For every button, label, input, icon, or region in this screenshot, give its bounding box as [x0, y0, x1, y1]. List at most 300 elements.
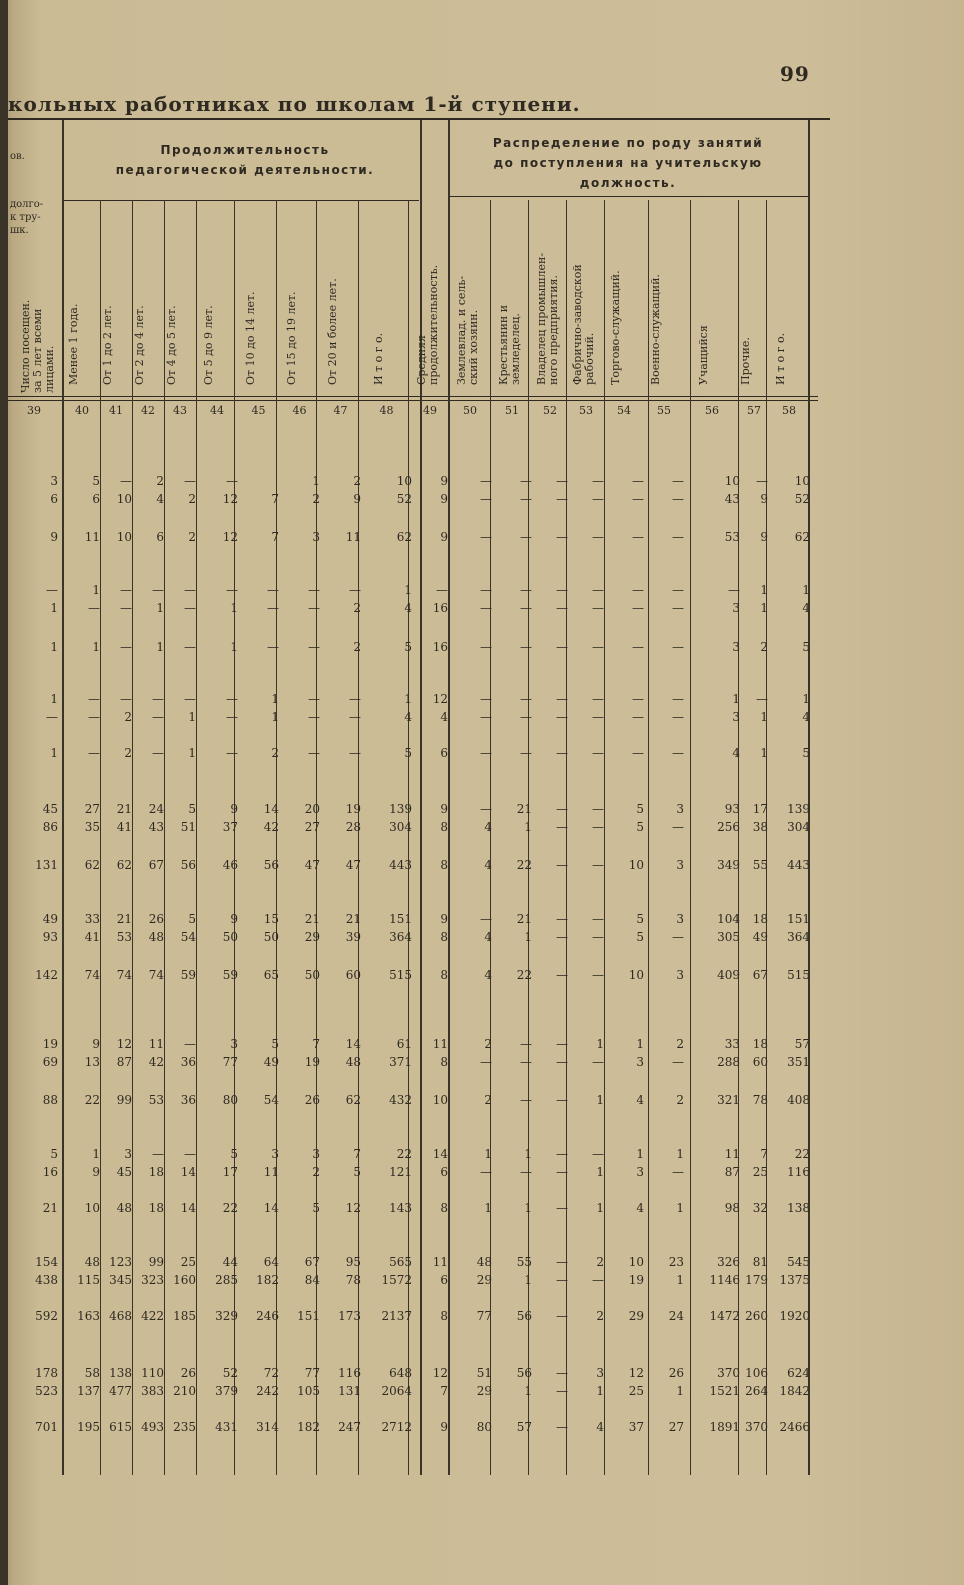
table-cell: 80: [222, 1093, 238, 1107]
table-cell: 4: [636, 1201, 644, 1215]
table-cell: —: [480, 492, 492, 506]
table-cell: 2: [188, 492, 196, 506]
table-cell: 151: [389, 912, 412, 926]
table-cell: —: [592, 1147, 604, 1161]
table-cell: —: [520, 710, 532, 724]
table-cell: 9: [230, 802, 238, 816]
table-cell: —: [556, 820, 568, 834]
table-cell: 4: [156, 492, 164, 506]
table-cell: 9: [440, 474, 448, 488]
table-cell: 67: [304, 1255, 320, 1269]
table-cell: 323: [141, 1273, 164, 1287]
table-cell: 60: [752, 1055, 768, 1069]
table-cell: 56: [263, 858, 279, 872]
table-cell: 182: [297, 1420, 320, 1434]
table-cell: 15: [263, 912, 279, 926]
table-cell: 304: [389, 820, 412, 834]
table-cell: —: [592, 530, 604, 544]
table-cell: 443: [389, 858, 412, 872]
table-cell: —: [480, 802, 492, 816]
table-cell: 37: [628, 1420, 644, 1434]
table-cell: 285: [215, 1273, 238, 1287]
table-cell: 264: [745, 1384, 768, 1398]
table-cell: —: [632, 530, 644, 544]
table-cell: —: [556, 746, 568, 760]
table-cell: 41: [84, 930, 100, 944]
table-cell: 1: [312, 474, 320, 488]
table-cell: 422: [141, 1309, 164, 1323]
table-cell: 6: [440, 1273, 448, 1287]
column-number: 54: [617, 404, 631, 417]
table-cell: 432: [389, 1093, 412, 1107]
table-cell: —: [556, 968, 568, 982]
table-cell: 3: [676, 912, 684, 926]
table-cell: 4: [440, 710, 448, 724]
table-cell: —: [672, 601, 684, 615]
table-cell: —: [520, 692, 532, 706]
table-cell: —: [592, 930, 604, 944]
table-cell: 7: [312, 1037, 320, 1051]
table-cell: 50: [222, 930, 238, 944]
table-cell: 9: [230, 912, 238, 926]
table-cell: —: [556, 710, 568, 724]
table-cell: 173: [338, 1309, 361, 1323]
column-header: От 4 до 5 лет.: [165, 305, 178, 385]
table-cell: 523: [35, 1384, 58, 1398]
table-cell: —: [556, 802, 568, 816]
table-cell: 51: [180, 820, 196, 834]
table-cell: 61: [396, 1037, 412, 1051]
table-cell: 408: [787, 1093, 810, 1107]
table-cell: 99: [148, 1255, 164, 1269]
table-cell: —: [267, 640, 279, 654]
table-cell: —: [556, 1165, 568, 1179]
table-cell: 4: [484, 858, 492, 872]
table-cell: 10: [628, 1255, 644, 1269]
table-cell: 5: [230, 1147, 238, 1161]
table-cell: —: [152, 692, 164, 706]
table-cell: —: [672, 746, 684, 760]
table-cell: 116: [787, 1165, 810, 1179]
table-cell: 468: [109, 1309, 132, 1323]
table-cell: —: [592, 746, 604, 760]
table-cell: 154: [35, 1255, 58, 1269]
table-cell: 2: [676, 1037, 684, 1051]
table-cell: 53: [724, 530, 740, 544]
table-cell: 56: [516, 1366, 532, 1380]
table-cell: 29: [476, 1384, 492, 1398]
table-cell: —: [267, 601, 279, 615]
table-cell: —: [520, 601, 532, 615]
table-cell: 1572: [381, 1273, 412, 1287]
table-cell: 11: [432, 1037, 448, 1051]
table-cell: 2: [124, 710, 132, 724]
table-cell: 3: [732, 601, 740, 615]
table-cell: 12: [628, 1366, 644, 1380]
table-cell: —: [226, 583, 238, 597]
table-cell: 14: [180, 1201, 196, 1215]
table-cell: 179: [745, 1273, 768, 1287]
table-cell: 93: [42, 930, 58, 944]
table-cell: 47: [304, 858, 320, 872]
column-header: Средняя продолжительность.: [415, 264, 440, 385]
table-cell: 4: [404, 601, 412, 615]
table-cell: 4: [732, 746, 740, 760]
table-cell: —: [520, 474, 532, 488]
table-cell: 11: [84, 530, 100, 544]
table-cell: 74: [84, 968, 100, 982]
table-cell: 3: [312, 530, 320, 544]
column-number: 40: [75, 404, 89, 417]
table-cell: 93: [724, 802, 740, 816]
table-cell: 21: [516, 802, 532, 816]
table-cell: 5: [636, 912, 644, 926]
table-cell: 16: [432, 601, 448, 615]
table-cell: —: [556, 1093, 568, 1107]
table-cell: 321: [717, 1093, 740, 1107]
table-cell: 18: [752, 1037, 768, 1051]
table-cell: 349: [717, 858, 740, 872]
table-cell: 95: [345, 1255, 361, 1269]
table-cell: 383: [141, 1384, 164, 1398]
table-cell: 45: [42, 802, 58, 816]
table-cell: 19: [345, 802, 361, 816]
table-cell: 86: [42, 820, 58, 834]
table-cell: —: [120, 601, 132, 615]
table-cell: 62: [794, 530, 810, 544]
table-cell: 27: [304, 820, 320, 834]
table-cell: 477: [109, 1384, 132, 1398]
table-cell: —: [480, 746, 492, 760]
table-cell: 131: [35, 858, 58, 872]
table-cell: 3: [271, 1147, 279, 1161]
table-cell: —: [308, 583, 320, 597]
table-cell: 36: [180, 1093, 196, 1107]
table-cell: 1: [760, 583, 768, 597]
table-cell: —: [480, 710, 492, 724]
table-cell: 1: [596, 1384, 604, 1398]
table-cell: 163: [77, 1309, 100, 1323]
table-cell: —: [556, 912, 568, 926]
column-header: От 20 и более лет.: [325, 278, 339, 385]
table-cell: —: [556, 601, 568, 615]
table-cell: 2137: [381, 1309, 412, 1323]
table-cell: 5: [636, 802, 644, 816]
table-cell: 5: [802, 640, 810, 654]
column-number: 58: [782, 404, 796, 417]
table-cell: —: [520, 530, 532, 544]
table-cell: 105: [297, 1384, 320, 1398]
table-cell: 5: [312, 1201, 320, 1215]
table-cell: 379: [215, 1384, 238, 1398]
left-stub-top: ов.: [10, 151, 25, 162]
table-cell: 33: [724, 1037, 740, 1051]
table-cell: 77: [304, 1366, 320, 1380]
table-cell: 151: [787, 912, 810, 926]
table-cell: —: [308, 640, 320, 654]
table-cell: 247: [338, 1420, 361, 1434]
table-cell: 648: [389, 1366, 412, 1380]
table-cell: 9: [92, 1037, 100, 1051]
table-cell: 25: [628, 1384, 644, 1398]
table-cell: —: [592, 1273, 604, 1287]
table-cell: 178: [35, 1366, 58, 1380]
table-cell: 49: [263, 1055, 279, 1069]
table-cell: 22: [516, 858, 532, 872]
table-cell: 29: [476, 1273, 492, 1287]
table-cell: 56: [180, 858, 196, 872]
table-cell: 49: [752, 930, 768, 944]
table-cell: —: [556, 858, 568, 872]
table-cell: 21: [116, 802, 132, 816]
table-cell: 565: [389, 1255, 412, 1269]
table-cell: 2: [312, 492, 320, 506]
table-cell: 139: [787, 802, 810, 816]
table-cell: 32: [752, 1201, 768, 1215]
column-number: 46: [292, 404, 307, 417]
distribution-group-rule: [448, 196, 808, 197]
table-cell: —: [632, 692, 644, 706]
table-cell: 74: [148, 968, 164, 982]
table-cell: 5: [404, 640, 412, 654]
table-cell: 16: [432, 640, 448, 654]
table-cell: —: [556, 692, 568, 706]
table-cell: 12: [345, 1201, 361, 1215]
table-cell: —: [308, 692, 320, 706]
table-cell: 371: [389, 1055, 412, 1069]
table-cell: —: [592, 968, 604, 982]
table-cell: 5: [636, 930, 644, 944]
table-cell: —: [480, 530, 492, 544]
table-cell: 16: [42, 1165, 58, 1179]
column-rule: [62, 120, 64, 1475]
table-cell: 10: [84, 1201, 100, 1215]
table-cell: 1: [271, 710, 279, 724]
table-cell: 329: [215, 1309, 238, 1323]
column-header: Фабрично-заводской рабочий.: [571, 264, 596, 385]
table-cell: 3: [676, 802, 684, 816]
table-cell: —: [556, 492, 568, 506]
column-header: Число посещен. за 5 лет всеми лицами.: [19, 299, 56, 393]
table-cell: 11: [345, 530, 361, 544]
table-cell: —: [592, 474, 604, 488]
table-cell: 48: [116, 1201, 132, 1215]
page-number: 99: [780, 62, 810, 86]
table-cell: —: [520, 1165, 532, 1179]
table-cell: —: [592, 820, 604, 834]
table-cell: 77: [222, 1055, 238, 1069]
table-cell: 160: [173, 1273, 196, 1287]
table-cell: 1: [802, 583, 810, 597]
table-cell: —: [556, 1055, 568, 1069]
table-cell: 185: [173, 1309, 196, 1323]
table-cell: 21: [345, 912, 361, 926]
table-cell: 57: [794, 1037, 810, 1051]
table-cell: 62: [84, 858, 100, 872]
table-cell: 19: [628, 1273, 644, 1287]
table-cell: 65: [263, 968, 279, 982]
table-cell: 210: [173, 1384, 196, 1398]
table-cell: 1: [636, 1037, 644, 1051]
table-cell: —: [184, 1147, 196, 1161]
table-cell: —: [520, 640, 532, 654]
table-cell: 2: [353, 640, 361, 654]
table-cell: 19: [304, 1055, 320, 1069]
table-cell: 1: [676, 1147, 684, 1161]
table-cell: 17: [222, 1165, 238, 1179]
table-cell: 33: [84, 912, 100, 926]
column-header: Крестьянин и земледелец.: [497, 304, 522, 385]
table-cell: —: [308, 601, 320, 615]
table-cell: 64: [263, 1255, 279, 1269]
table-cell: 1: [732, 692, 740, 706]
table-cell: 2: [760, 640, 768, 654]
table-cell: —: [520, 492, 532, 506]
table-cell: 1: [50, 601, 58, 615]
table-cell: —: [120, 474, 132, 488]
table-cell: 1: [271, 692, 279, 706]
table-cell: 74: [116, 968, 132, 982]
table-cell: 48: [345, 1055, 361, 1069]
table-cell: 4: [636, 1093, 644, 1107]
table-cell: 545: [787, 1255, 810, 1269]
table-cell: 37: [222, 820, 238, 834]
table-cell: 1: [676, 1273, 684, 1287]
table-cell: 142: [35, 968, 58, 982]
table-cell: 1: [676, 1201, 684, 1215]
title-rule: [8, 118, 830, 120]
table-cell: 1472: [709, 1309, 740, 1323]
table-cell: —: [88, 746, 100, 760]
table-cell: 246: [256, 1309, 279, 1323]
column-number: 57: [747, 404, 761, 417]
table-cell: —: [349, 692, 361, 706]
table-cell: 5: [802, 746, 810, 760]
table-cell: 88: [42, 1093, 58, 1107]
table-cell: 8: [440, 930, 448, 944]
table-cell: 80: [476, 1420, 492, 1434]
table-cell: 62: [116, 858, 132, 872]
table-cell: 29: [628, 1309, 644, 1323]
table-cell: 2: [676, 1093, 684, 1107]
table-cell: 7: [760, 1147, 768, 1161]
table-cell: 143: [389, 1201, 412, 1215]
table-cell: 3: [636, 1165, 644, 1179]
table-cell: 11: [724, 1147, 740, 1161]
table-cell: 256: [717, 820, 740, 834]
table-cell: 1: [760, 710, 768, 724]
table-cell: —: [556, 1273, 568, 1287]
table-cell: 2: [596, 1255, 604, 1269]
table-cell: 3: [676, 858, 684, 872]
table-cell: 9: [50, 530, 58, 544]
column-header: И т о г о.: [774, 332, 787, 385]
table-cell: 4: [596, 1420, 604, 1434]
table-cell: —: [556, 1037, 568, 1051]
column-header: От 5 до 9 лет.: [202, 305, 215, 385]
table-cell: —: [152, 1147, 164, 1161]
table-cell: 2064: [381, 1384, 412, 1398]
table-cell: —: [184, 583, 196, 597]
table-cell: 1521: [709, 1384, 740, 1398]
header-rule: [8, 396, 818, 397]
table-cell: 5: [636, 820, 644, 834]
table-cell: 41: [116, 820, 132, 834]
table-cell: —: [632, 746, 644, 760]
table-cell: —: [480, 1055, 492, 1069]
table-cell: 1: [92, 1147, 100, 1161]
table-cell: —: [480, 1165, 492, 1179]
table-cell: 5: [404, 746, 412, 760]
table-cell: 106: [745, 1366, 768, 1380]
table-title: кольных работниках по школам 1-й ступени.: [8, 92, 581, 116]
table-cell: 26: [148, 912, 164, 926]
table-cell: 14: [432, 1147, 448, 1161]
table-cell: 304: [787, 820, 810, 834]
table-cell: —: [556, 530, 568, 544]
table-cell: 22: [396, 1147, 412, 1161]
table-cell: 99: [116, 1093, 132, 1107]
table-cell: 1: [524, 1273, 532, 1287]
table-cell: 3: [596, 1366, 604, 1380]
column-number: 43: [173, 404, 187, 417]
table-cell: —: [632, 710, 644, 724]
table-cell: 104: [717, 912, 740, 926]
table-cell: 438: [35, 1273, 58, 1287]
column-header: Владелец промышлен- ного предприятия.: [535, 252, 560, 385]
table-cell: 701: [35, 1420, 58, 1434]
table-cell: 326: [717, 1255, 740, 1269]
table-cell: 1: [802, 692, 810, 706]
table-cell: 62: [345, 1093, 361, 1107]
table-cell: 1: [92, 583, 100, 597]
table-cell: 11: [263, 1165, 279, 1179]
table-cell: 36: [180, 1055, 196, 1069]
table-cell: —: [556, 583, 568, 597]
table-cell: —: [152, 710, 164, 724]
table-cell: 624: [787, 1366, 810, 1380]
table-cell: 22: [516, 968, 532, 982]
table-cell: 3: [50, 474, 58, 488]
table-cell: —: [592, 640, 604, 654]
table-cell: 6: [440, 746, 448, 760]
table-cell: —: [556, 474, 568, 488]
table-cell: —: [480, 583, 492, 597]
table-cell: —: [480, 640, 492, 654]
table-cell: 25: [180, 1255, 196, 1269]
page-binding-edge: [0, 0, 8, 1585]
table-cell: —: [308, 710, 320, 724]
table-cell: 47: [345, 858, 361, 872]
table-cell: 7: [271, 492, 279, 506]
table-cell: 1: [50, 640, 58, 654]
table-cell: —: [520, 1037, 532, 1051]
table-cell: 3: [312, 1147, 320, 1161]
table-cell: 1: [50, 746, 58, 760]
table-cell: 6: [440, 1165, 448, 1179]
table-cell: 55: [752, 858, 768, 872]
table-cell: 23: [668, 1255, 684, 1269]
table-cell: 56: [516, 1309, 532, 1323]
table-cell: 131: [338, 1384, 361, 1398]
table-cell: 1146: [709, 1273, 740, 1287]
table-cell: —: [46, 583, 58, 597]
table-cell: 18: [148, 1201, 164, 1215]
column-header: От 10 до 14 лет.: [243, 291, 257, 385]
column-number: 47: [333, 404, 348, 417]
table-cell: 18: [752, 912, 768, 926]
table-cell: 1: [524, 1147, 532, 1161]
